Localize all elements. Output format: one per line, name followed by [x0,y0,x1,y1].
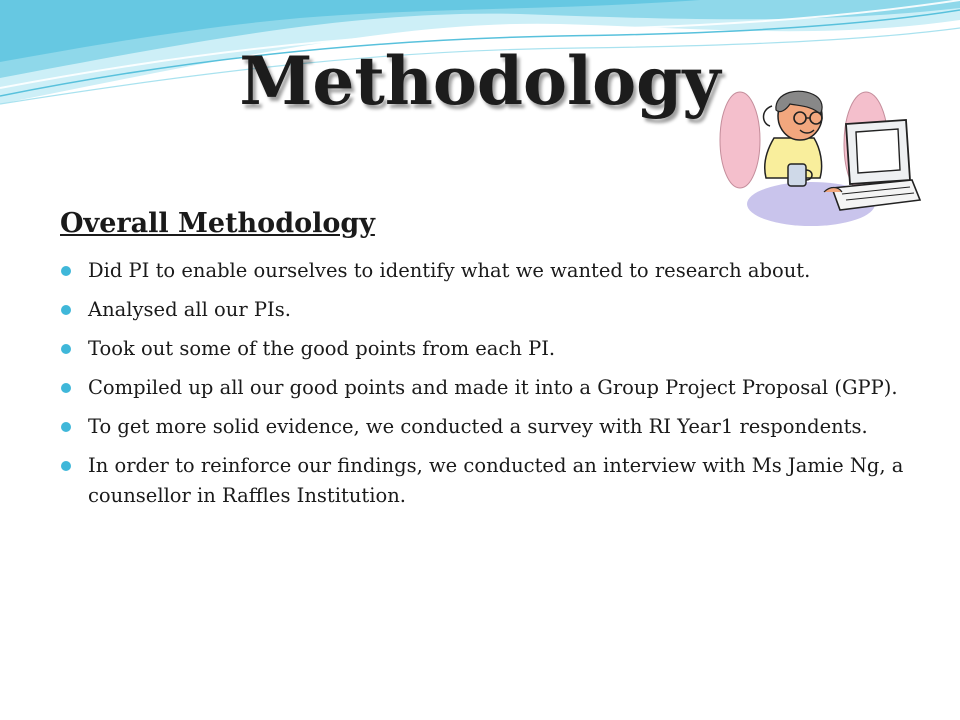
bullet-dot-icon [61,305,71,315]
bullet-dot-icon [61,461,71,471]
section-heading: Overall Methodology [60,208,375,239]
list-item [60,451,910,511]
list-item [60,295,910,325]
person-at-computer-icon [716,84,938,234]
methodology-list [60,256,910,520]
list-item-text: Took out some of the good points from each PI. [88,337,556,360]
list-item-text: Compiled up all our good points and made it into a Group Project Proposal (GPP). [88,376,898,399]
bullet-dot-icon [61,266,71,276]
list-item-text: To get more solid evidence, we conducted a survey with RI Year1 respondents. [88,415,868,438]
list-item [60,256,910,286]
bullet-dot-icon [61,422,71,432]
bullet-dot-icon [61,344,71,354]
bullet-dot-icon [61,383,71,393]
list-item [60,334,910,364]
list-item-text: Analysed all our PIs. [88,298,291,321]
list-item-text: Did PI to enable ourselves to identify what we wanted to research about. [88,259,811,282]
list-item [60,412,910,442]
slide-title: Methodology [239,42,721,120]
list-item [60,373,910,403]
list-item-text: In order to reinforce our findings, we conducted an interview with Ms Jamie Ng, a counsellor in Raffles Institution. [88,454,904,507]
